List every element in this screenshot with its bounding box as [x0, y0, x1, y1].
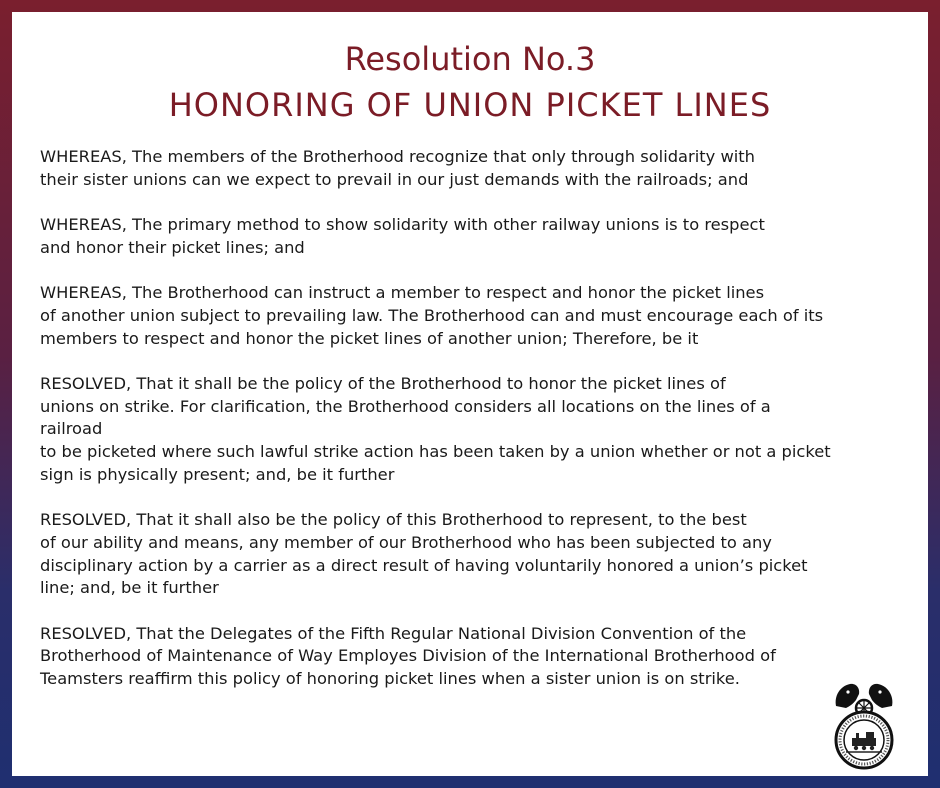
paragraph-whereas-1: [40, 146, 910, 191]
text-line: to be picketed where such lawful strike action has been taken by a union whether or not a picket: [40, 442, 831, 462]
page-title: Resolution No.3: [344, 40, 596, 78]
text-line: WHEREAS, The primary method to show solidarity with other railway unions is to respect: [40, 215, 765, 235]
paragraph-resolved-3: [40, 623, 910, 691]
resolution-body: [40, 146, 910, 713]
text-line: of our ability and means, any member of our Brotherhood who has been subjected to any: [40, 532, 772, 552]
text-line: Brotherhood of Maintenance of Way Employes Division of the International Brotherhood of: [40, 646, 776, 666]
text-line: disciplinary action by a carrier as a direct result of having voluntarily honored a union’s picket: [40, 555, 808, 575]
paragraph-whereas-2: [40, 214, 910, 259]
text-line: RESOLVED, That it shall be the policy of the Brotherhood to honor the picket lines of: [40, 373, 726, 393]
text-line: railroad: [40, 419, 103, 439]
text-line: their sister unions can we expect to prevail in our just demands with the railroads; and: [40, 169, 749, 189]
text-line: WHEREAS, The members of the Brotherhood recognize that only through solidarity with: [40, 147, 755, 166]
text-line: members to respect and honor the picket lines of another union; Therefore, be it: [40, 328, 699, 348]
text-line: line; and, be it further: [40, 578, 219, 598]
text-line: sign is physically present; and, be it further: [40, 464, 395, 484]
paragraph-resolved-2: [40, 509, 910, 600]
text-line: RESOLVED, That it shall also be the policy of this Brotherhood to represent, to the best: [40, 510, 747, 530]
text-line: WHEREAS, The Brotherhood can instruct a member to respect and honor the picket lines: [40, 283, 765, 303]
paragraph-resolved-1: [40, 373, 910, 487]
paragraph-whereas-3: [40, 282, 910, 350]
text-line: of another union subject to prevailing law. The Brotherhood can and must encourage each of its: [40, 305, 824, 325]
text-line: Teamsters reaffirm this policy of honoring picket lines when a sister union is on strike.: [40, 669, 740, 689]
teamsters-bmwed-seal-icon: [826, 678, 902, 774]
resolution-card: [12, 12, 928, 776]
text-line: RESOLVED, That the Delegates of the Fifth Regular National Division Convention of the: [40, 623, 747, 643]
page-subtitle: HONORING OF UNION PICKET LINES: [168, 86, 772, 124]
text-line: unions on strike. For clarification, the Brotherhood considers all locations on the lines of a: [40, 396, 771, 416]
text-line: and honor their picket lines; and: [40, 237, 305, 257]
